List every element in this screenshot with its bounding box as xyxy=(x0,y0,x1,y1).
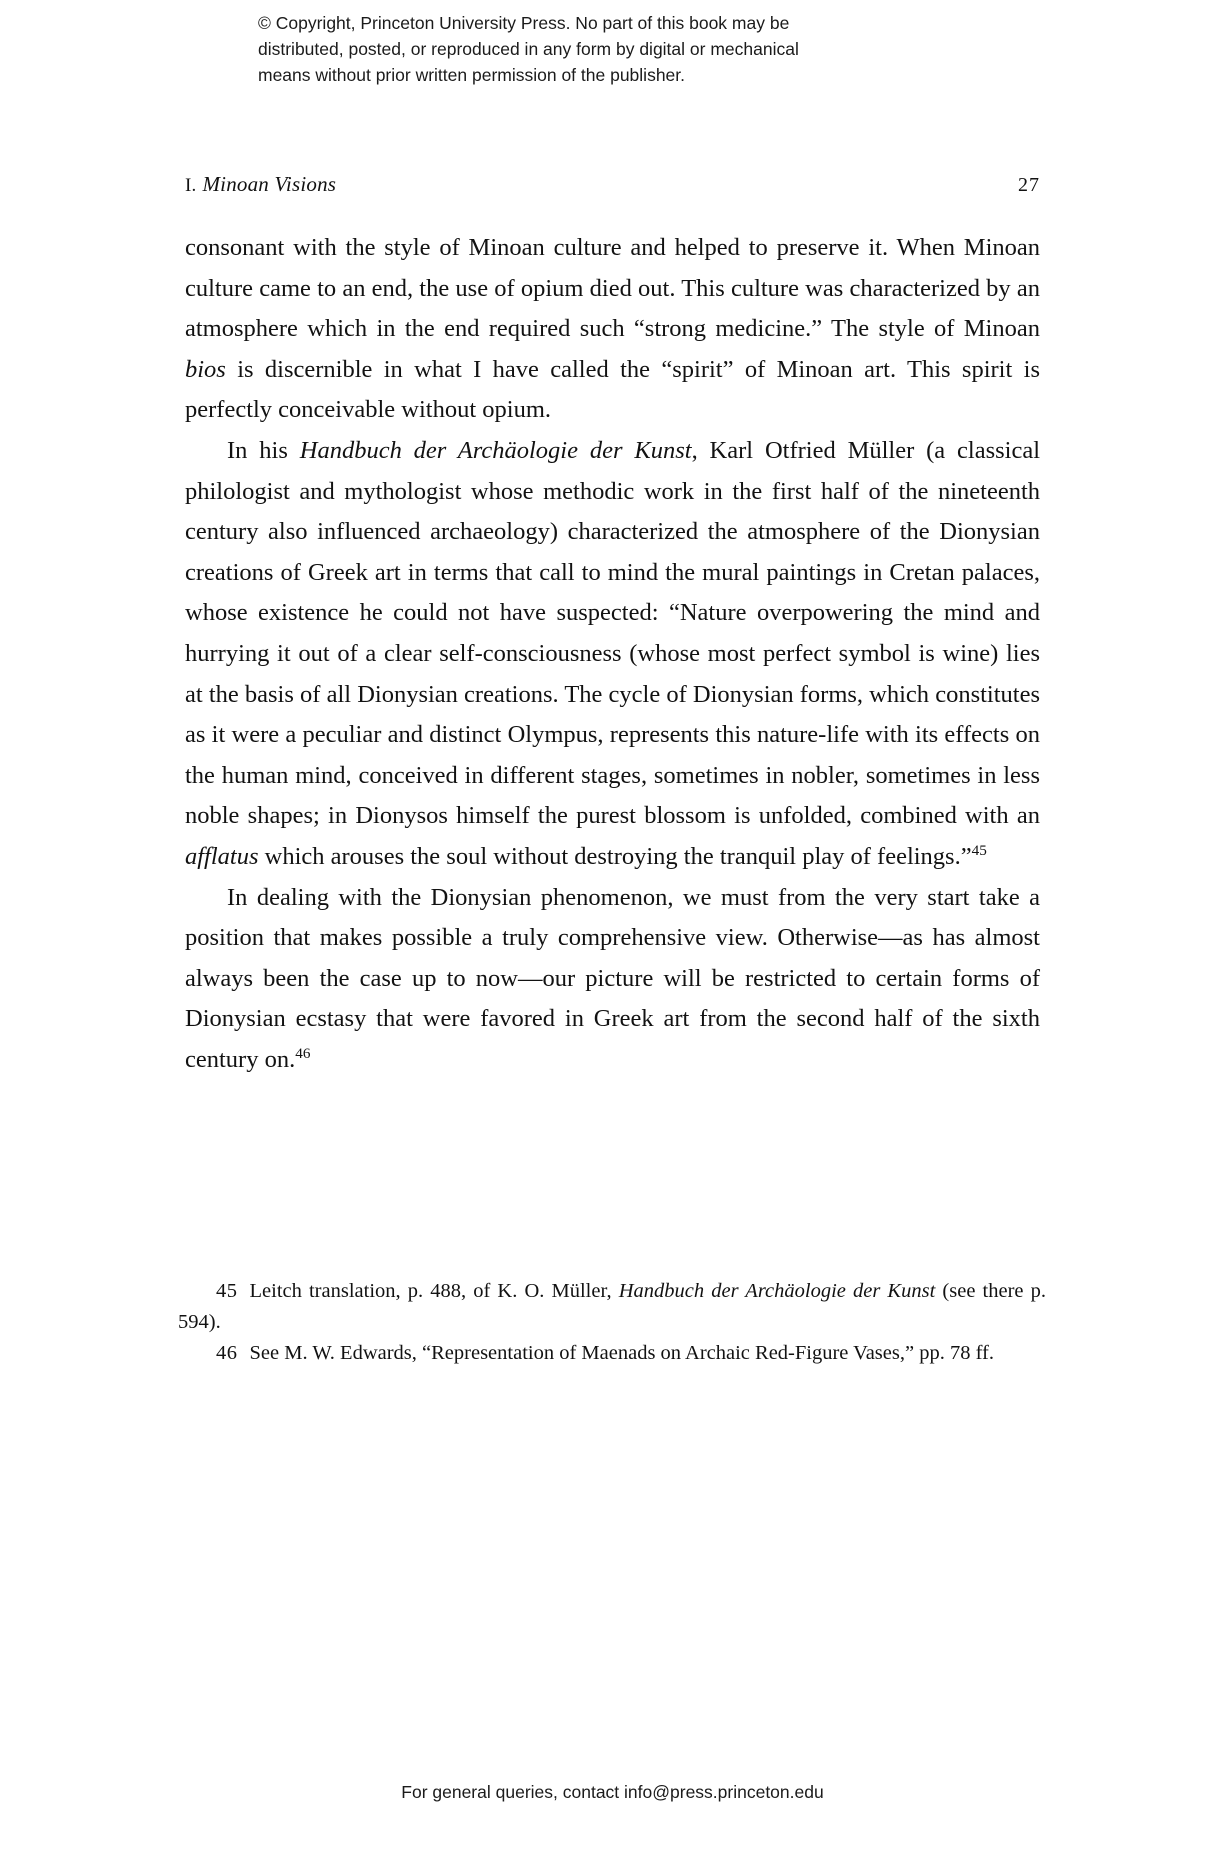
page-footer xyxy=(0,1782,1225,1803)
footnote-46-number: 46 xyxy=(216,1342,238,1364)
copyright-line-2: distributed, posted, or reproduced in any form by digital or mechanical xyxy=(258,39,799,59)
body-text xyxy=(185,228,1040,1080)
footnote-46 xyxy=(178,1338,1046,1369)
footnotes-section xyxy=(178,1276,1046,1369)
page-number: 27 xyxy=(1018,174,1040,196)
copyright-line-1: © Copyright, Princeton University Press. No part of this book may be xyxy=(258,13,790,33)
copyright-notice xyxy=(258,10,958,88)
paragraph-2 xyxy=(185,431,1040,878)
chapter-number: I. xyxy=(185,175,197,196)
footnote-45 xyxy=(178,1276,1046,1338)
footnote-45-text-a: Leitch translation, p. 488, of K. O. Müller, xyxy=(249,1280,619,1302)
running-head xyxy=(185,172,1040,198)
paragraph-2-italic-title: Handbuch der Archäologie der Kunst xyxy=(299,436,692,464)
footnote-ref-45[interactable]: 45 xyxy=(971,841,987,859)
paragraph-1-part-b: is discernible in what I have called the “spirit” of Minoan art. This spirit is perfectly conceivable without opium. xyxy=(185,355,1040,424)
chapter-title: Minoan Visions xyxy=(202,172,337,196)
paragraph-2-part-a: In his xyxy=(227,436,300,464)
paragraph-2-part-c: which arouses the soul without destroying the tranquil play of feelings.” xyxy=(258,842,972,870)
footnote-45-text-b: (see there p. 594). xyxy=(178,1280,1046,1333)
footer-text: For general queries, contact info@press.princeton.edu xyxy=(401,1782,824,1802)
footnote-45-number: 45 xyxy=(216,1280,238,1302)
footnote-46-text-a: See M. W. Edwards, “Representation of Maenads on Archaic Red-Figure Vases,” pp. 78 ff. xyxy=(249,1342,994,1364)
paragraph-1-italic-bios: bios xyxy=(185,355,226,383)
footnote-ref-46[interactable]: 46 xyxy=(295,1044,311,1062)
paragraph-3 xyxy=(185,878,1040,1081)
running-head-title xyxy=(185,172,336,197)
paragraph-1-part-a: consonant with the style of Minoan culture and helped to preserve it. When Minoan culture came to an end, the use of opium died out. This culture was characterized by an atmosphere which in the end required such “strong medicine.” The style of Minoan xyxy=(185,234,1040,343)
paragraph-1 xyxy=(185,228,1040,431)
paragraph-2-part-b: , Karl Otfried Müller (a classical philologist and mythologist whose methodic work in the first half of the nineteenth century also influenced archaeology) characterized the atmosphere of the Dionysian creations of Greek art in terms that call to mind the mural paintings in Cretan palaces, whose existence he could not have suspected: “Nature overpowering the mind and hurrying it out of a clear self-consciousness (whose most perfect symbol is wine) lies at the basis of all Dionysian creations. The cycle of Dionysian forms, which constitutes as it were a peculiar and distinct Olympus, represents this nature-life with its effects on the human mind, conceived in different stages, sometimes in nobler, sometimes in less noble shapes; in Dionysos himself the purest blossom is unfolded, combined with an xyxy=(185,436,1041,830)
copyright-line-3: means without prior written permission of the publisher. xyxy=(258,65,686,85)
paragraph-2-italic-afflatus: afflatus xyxy=(185,842,259,870)
paragraph-3-text: In dealing with the Dionysian phenomenon, we must from the very start take a position that makes possible a truly comprehensive view. Otherwise—as has almost always been the case up to now—our picture will be restricted to certain forms of Dionysian ecstasy that were favored in Greek art from the second half of the sixth century on. xyxy=(185,883,1040,1073)
footnote-45-italic-title: Handbuch der Archäologie der Kunst xyxy=(618,1280,936,1302)
